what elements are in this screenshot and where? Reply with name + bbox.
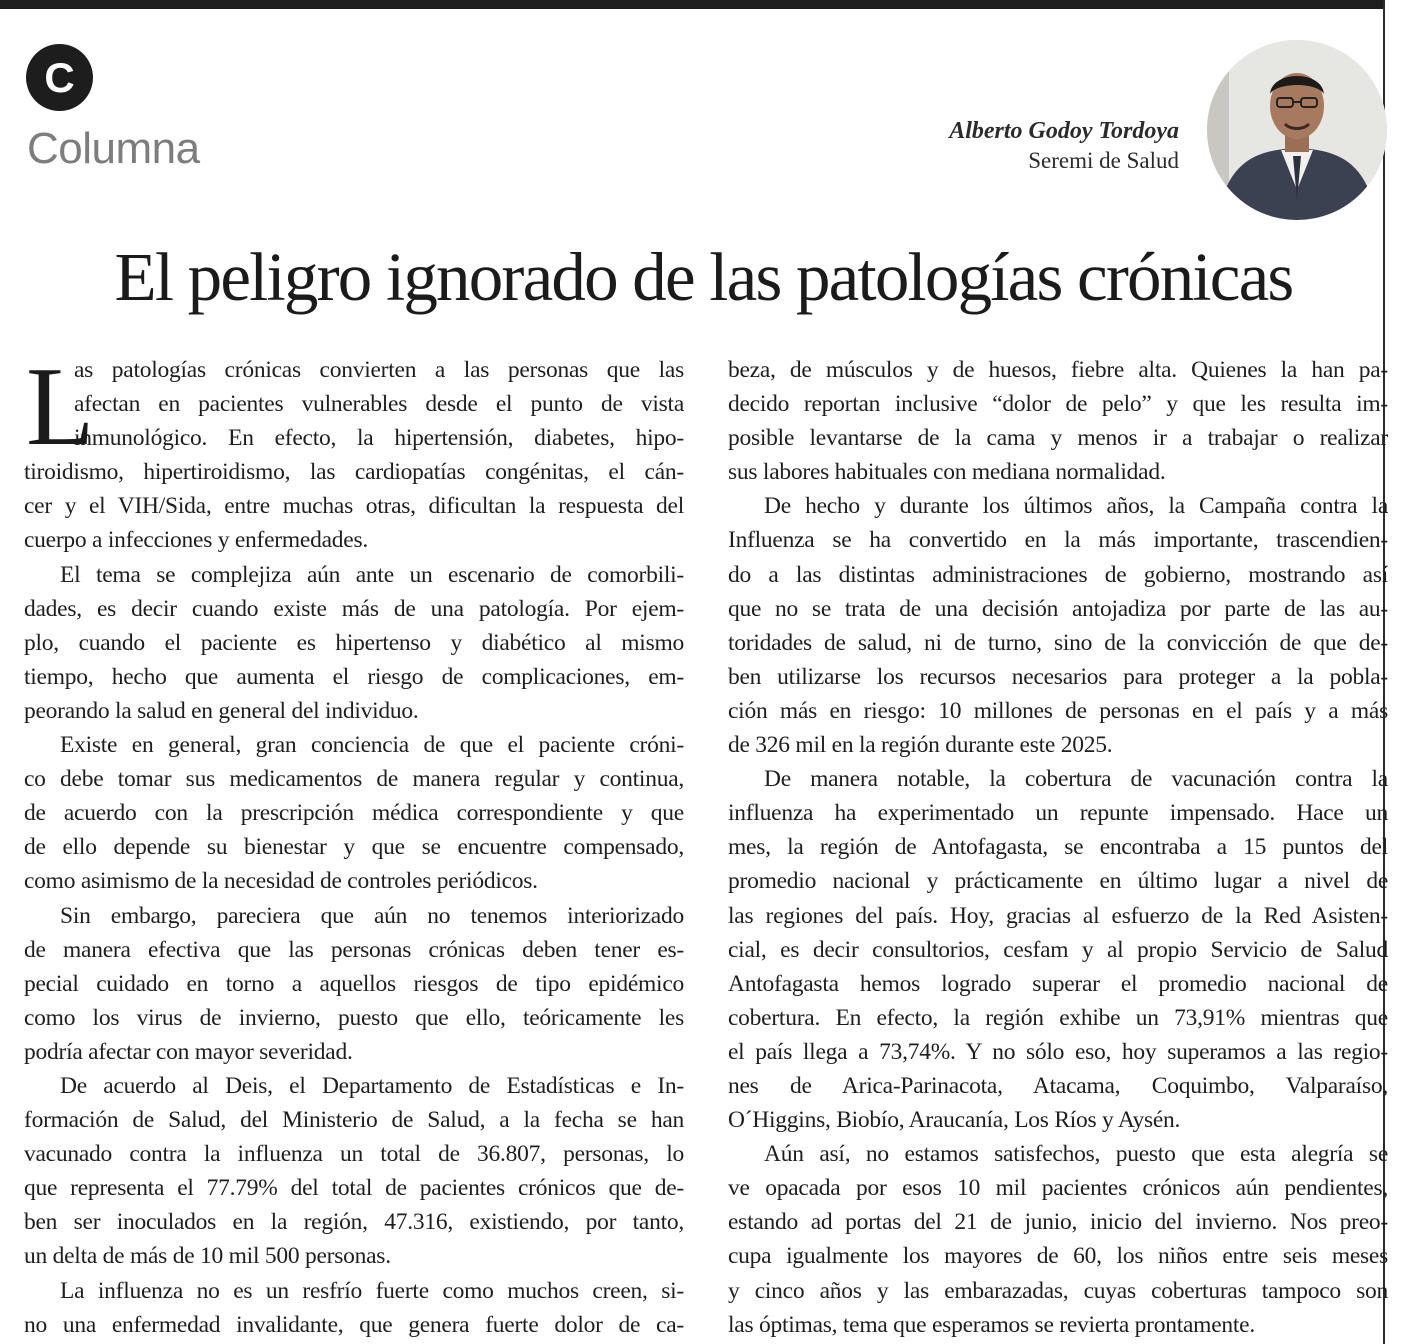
article-line: y cinco años y las embarazadas, cuyas coberturas tampoco son — [728, 1277, 1388, 1304]
article-line: de 326 mil en la región durante este 2025. — [728, 732, 1113, 759]
article-line: tiempo, hecho que aumenta el riesgo de complicaciones, em- — [24, 663, 684, 690]
section-label: Columna — [27, 124, 200, 173]
article-line: co debe tomar sus medicamentos de manera regular y continua, — [24, 766, 684, 793]
author-role: Seremi de Salud — [1028, 148, 1179, 173]
article-line: Existe en general, gran conciencia de que el paciente cróni- — [60, 732, 684, 759]
article-line: De manera notable, la cobertura de vacunación contra la — [764, 766, 1388, 793]
article-line: de ello depende su bienestar y que se encuentre compensado, — [24, 834, 684, 861]
article-line: ben ser inoculados en la región, 47.316, existiendo, por tanto, — [24, 1209, 684, 1236]
article-line: peorando la salud en general del individuo. — [24, 697, 419, 724]
article-line: como asimismo de la necesidad de controles periódicos. — [24, 868, 538, 895]
article-line: que representa el 77.79% del total de pacientes crónicos que de- — [24, 1175, 684, 1202]
article-line: cuerpo a infecciones y enfermedades. — [24, 527, 368, 554]
article-line: de acuerdo con la prescripción médica correspondiente y que — [24, 800, 684, 827]
article-line: ción más en riesgo: 10 millones de personas en el país y a más — [728, 697, 1388, 724]
article-line: como los virus de invierno, puesto que ello, teóricamente les — [24, 1004, 684, 1031]
author-name: Alberto Godoy Tordoya — [949, 118, 1179, 144]
drop-cap: L — [26, 345, 95, 469]
article-line: promedio nacional y prácticamente en último lugar a nivel de — [728, 868, 1388, 895]
article-line: vacunado contra la influenza un total de 36.807, personas, lo — [24, 1141, 684, 1168]
article-line: sus labores habituales con mediana normalidad. — [728, 459, 1166, 486]
article-line: as patologías crónicas convierten a las personas que las — [74, 357, 684, 383]
article-line: cupa igualmente los mayores de 60, los niños entre seis meses — [728, 1243, 1388, 1270]
section-badge: C — [26, 44, 93, 111]
top-rule — [0, 0, 1384, 9]
article-line: plo, cuando el paciente es hipertenso y diabético al mismo — [24, 629, 684, 656]
article-line: las regiones del país. Hoy, gracias al esfuerzo de la Red Asisten- — [728, 902, 1388, 929]
article-line: posible levantarse de la cama y menos ir a trabajar o realizar — [728, 425, 1388, 452]
article-line: De acuerdo al Deis, el Departamento de Estadísticas e In- — [60, 1072, 684, 1099]
article-line: Sin embargo, pareciera que aún no tenemos interiorizado — [60, 902, 684, 929]
article-line: formación de Salud, del Ministerio de Salud, a la fecha se han — [24, 1107, 684, 1134]
article-line: afectan en pacientes vulnerables desde el punto de vista — [74, 391, 684, 418]
article-line: estando ad portas del 21 de junio, inicio del invierno. Nos preo- — [728, 1209, 1388, 1236]
article-line: ve opacada por esos 10 mil pacientes crónicos aún pendientes, — [728, 1175, 1388, 1202]
article-line: do a las distintas administraciones de gobierno, mostrando así — [728, 561, 1388, 588]
article-line: pecial cuidado en torno a aquellos riesgos de tipo epidémico — [24, 970, 684, 997]
article-line: inmunológico. En efecto, la hipertensión, diabetes, hipo- — [74, 425, 684, 452]
headline: El peligro ignorado de las patologías crónicas — [114, 239, 1293, 315]
article-line: La influenza no es un resfrío fuerte como muchos creen, si- — [60, 1277, 684, 1304]
article-line: El tema se complejiza aún ante un escenario de comorbili- — [60, 561, 684, 588]
article-line: toridades de salud, ni de turno, sino de la convicción de que de- — [728, 629, 1388, 656]
article-line: Influenza se ha convertido en la más importante, trascendien- — [728, 527, 1388, 554]
article-line: un delta de más de 10 mil 500 personas. — [24, 1243, 391, 1270]
article-line: el país llega a 73,74%. Y no sólo eso, hoy superamos a las regio- — [728, 1038, 1388, 1065]
article-column-right — [728, 353, 1388, 1342]
portrait-illustration — [1207, 40, 1387, 220]
article-line: Aún así, no estamos satisfechos, puesto que esta alegría se — [764, 1141, 1388, 1168]
article-line: podría afectar con mayor severidad. — [24, 1038, 353, 1065]
author-byline — [949, 116, 1179, 176]
article-line: nes de Arica-Parinacota, Atacama, Coquimbo, Valparaíso, — [728, 1072, 1388, 1099]
article-line: dades, es decir cuando existe más de una patología. Por ejem- — [24, 595, 684, 622]
article-line: cobertura. En efecto, la región exhibe un 73,91% mientras que — [728, 1004, 1388, 1031]
article-line: que no se trata de una decisión antojadiza por parte de las au- — [728, 595, 1388, 622]
article-line: las óptimas, tema que esperamos se revierta prontamente. — [728, 1311, 1255, 1338]
article-line: O´Higgins, Biobío, Araucanía, Los Ríos y Aysén. — [728, 1107, 1181, 1134]
author-portrait-icon — [1207, 40, 1387, 220]
article-line: Antofagasta hemos logrado superar el promedio nacional de — [728, 970, 1388, 997]
article-line: mes, la región de Antofagasta, se encontraba a 15 puntos del — [728, 834, 1388, 861]
article-line: cial, es decir consultorios, cesfam y al propio Servicio de Salud — [728, 936, 1388, 963]
article-line: de manera efectiva que las personas crónicas deben tener es- — [24, 936, 684, 963]
article-line: cer y el VIH/Sida, entre muchas otras, dificultan la respuesta del — [24, 493, 684, 520]
article-line: De hecho y durante los últimos años, la Campaña contra la — [764, 493, 1388, 520]
article-line: tiroidismo, hipertiroidismo, las cardiopatías congénitas, el cán- — [24, 459, 684, 486]
article-line: no una enfermedad invalidante, que genera fuerte dolor de ca- — [24, 1311, 684, 1338]
article-line: decido reportan inclusive “dolor de pelo” y que les resulta im- — [728, 391, 1388, 418]
article-column-left — [24, 345, 684, 1342]
article-line: influenza ha experimentado un repunte impensado. Hace un — [728, 800, 1388, 827]
article-line: ben utilizarse los recursos necesarios para proteger a la pobla- — [728, 663, 1388, 690]
article-line: beza, de músculos y de huesos, fiebre alta. Quienes la han pa- — [728, 357, 1388, 383]
